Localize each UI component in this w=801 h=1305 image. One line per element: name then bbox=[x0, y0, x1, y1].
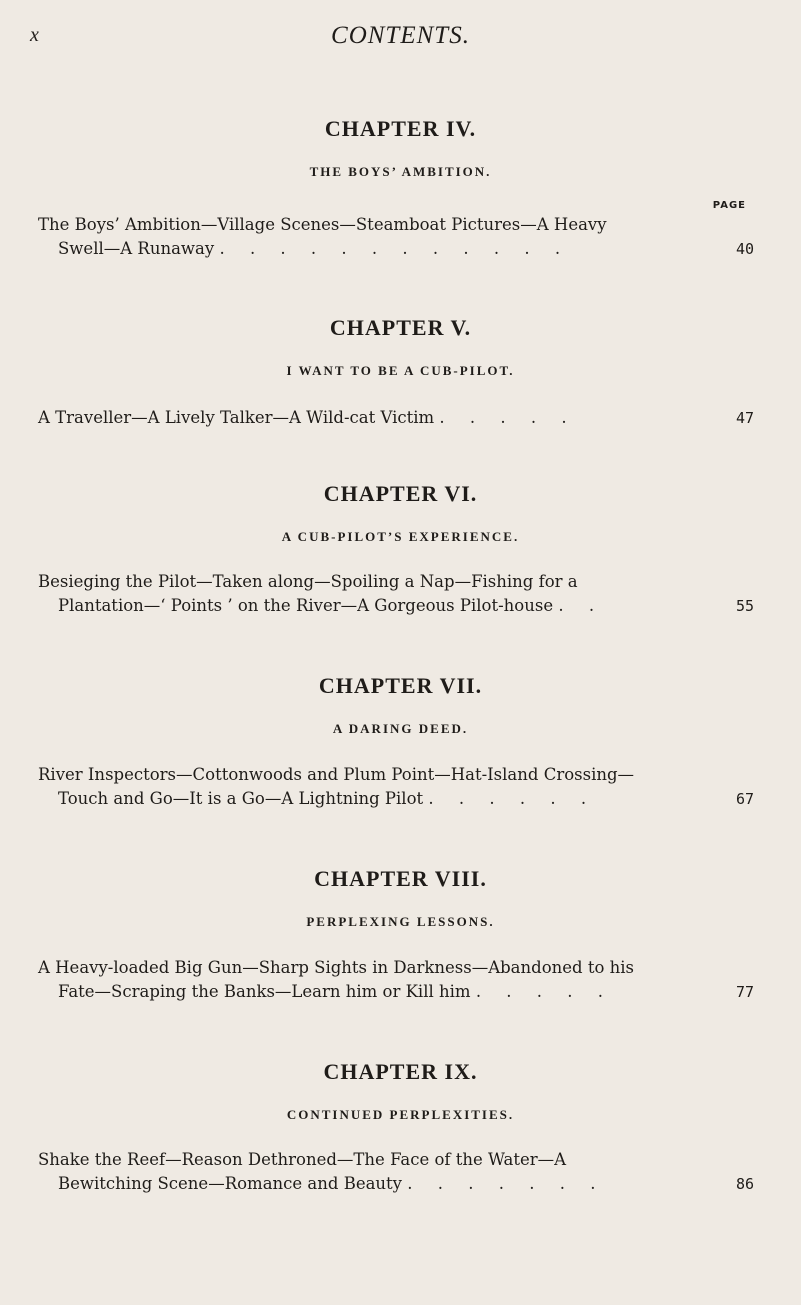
chapter-heading: CHAPTER V. bbox=[329, 315, 472, 340]
summary-line: Besieging the Pilot—Taken along—Spoiling a Nap—Fishing for a bbox=[38, 572, 578, 591]
page-column-label: PAGE bbox=[712, 200, 746, 211]
chapter-viii bbox=[0, 866, 801, 930]
page-number: 67 bbox=[735, 790, 754, 808]
chapter-vi-summary bbox=[38, 570, 754, 618]
dot-leaders: . . . . . . . bbox=[407, 1174, 606, 1193]
chapter-subtitle: CONTINUED PERPLEXITIES. bbox=[286, 1107, 515, 1122]
page-number: 40 bbox=[735, 240, 754, 258]
dot-leaders: . . . . . . . . . . . . bbox=[219, 239, 571, 258]
summary-line: Shake the Reef—Reason Dethroned—The Face of the Water—A bbox=[38, 1150, 567, 1169]
dot-leaders: . . . . . . bbox=[428, 789, 597, 808]
chapter-heading: CHAPTER VI. bbox=[323, 481, 478, 506]
chapter-vi bbox=[0, 481, 801, 545]
summary-line: The Boys’ Ambition—Village Scenes—Steamboat Pictures—A Heavy bbox=[38, 215, 607, 234]
summary-line: A Heavy-loaded Big Gun—Sharp Sights in Darkness—Abandoned to his bbox=[38, 958, 635, 977]
chapter-v bbox=[0, 315, 801, 379]
page-number: 77 bbox=[735, 983, 754, 1001]
chapter-vii-summary bbox=[38, 763, 754, 811]
chapter-heading: CHAPTER VII. bbox=[318, 673, 483, 698]
chapter-vii bbox=[0, 673, 801, 737]
chapter-subtitle: I WANT TO BE A CUB-PILOT. bbox=[286, 363, 515, 378]
dot-leaders: . . . . . bbox=[475, 982, 614, 1001]
chapter-heading: CHAPTER IV. bbox=[324, 116, 477, 141]
page-number: 47 bbox=[735, 409, 754, 427]
folio: x bbox=[30, 24, 39, 46]
summary-line: River Inspectors—Cottonwoods and Plum Point—Hat-Island Crossing— bbox=[38, 765, 635, 784]
chapter-subtitle: PERPLEXING LESSONS. bbox=[306, 914, 495, 929]
chapter-subtitle: THE BOYS’ AMBITION. bbox=[309, 164, 492, 179]
running-head-title: CONTENTS. bbox=[331, 22, 470, 49]
chapter-ix-summary bbox=[38, 1148, 754, 1196]
summary-line: A Traveller—A Lively Talker—A Wild-cat Victim bbox=[38, 408, 435, 427]
chapter-iv bbox=[0, 116, 801, 180]
summary-line: Swell—A Runaway bbox=[58, 239, 215, 258]
page-number: 55 bbox=[735, 597, 754, 615]
chapter-viii-summary bbox=[38, 956, 754, 1004]
chapter-iv-summary bbox=[38, 213, 754, 261]
chapter-heading: CHAPTER VIII. bbox=[314, 866, 487, 891]
dot-leaders: . . bbox=[558, 596, 605, 615]
chapter-subtitle: A DARING DEED. bbox=[332, 721, 469, 736]
summary-line: Bewitching Scene—Romance and Beauty bbox=[58, 1174, 402, 1193]
chapter-v-summary bbox=[38, 406, 754, 430]
summary-line: Plantation—‘ Points ’ on the River—A Gorgeous Pilot-house bbox=[58, 596, 554, 615]
chapter-subtitle: A CUB-PILOT’S EXPERIENCE. bbox=[281, 529, 520, 544]
chapter-ix bbox=[0, 1059, 801, 1123]
chapter-heading: CHAPTER IX. bbox=[323, 1059, 478, 1084]
running-head bbox=[0, 18, 801, 58]
page-number: 86 bbox=[735, 1175, 754, 1193]
dot-leaders: . . . . . bbox=[439, 408, 577, 427]
summary-line: Touch and Go—It is a Go—A Lightning Pilot bbox=[58, 789, 424, 808]
summary-line: Fate—Scraping the Banks—Learn him or Kill him bbox=[58, 982, 471, 1001]
